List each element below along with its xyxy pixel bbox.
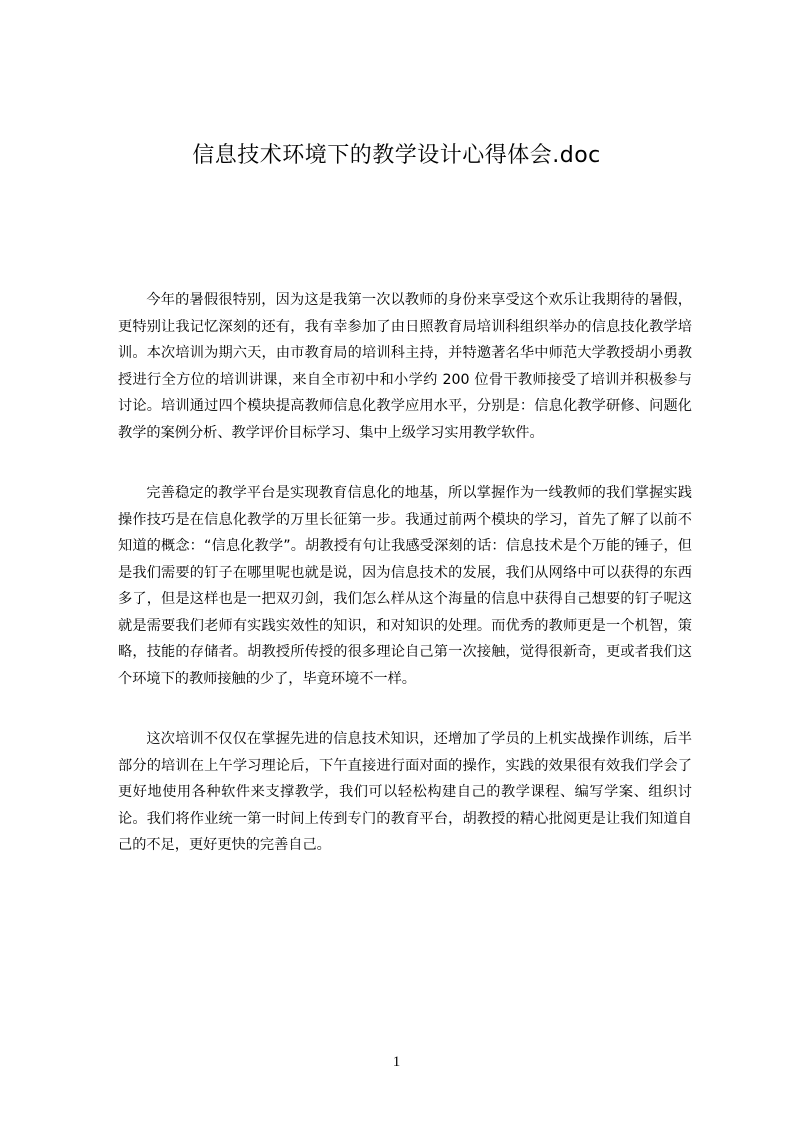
paragraph-3: 这次培训不仅仅在掌握先进的信息技术知识，还增加了学员的上机实战操作训练，后半部分的培训在上午学习理论后，下午直接进行面对面的操作，实践的效果很有效我们学会了更好地使用各种软件来支撑教学，我们可以轻松构建自己的教学课程、编写学案、组织讨论。我们将作业统一第一时间上传到专门的教育平台，胡教授的精心批阅更是让我们知道自己的不足，更好更快的完善自己。: [118, 731, 692, 853]
page-number: 1: [392, 1054, 401, 1070]
document-body: [118, 287, 692, 893]
document-title: 信息技术环境下的教学设计心得体会.doc: [192, 143, 601, 168]
paragraph-1: 今年的暑假很特别，因为这是我第一次以教师的身份来享受这个欢乐让我期待的暑假，更特别让我记忆深刻的还有，我有幸参加了由日照教育局培训科组织举办的信息技化教学培训。本次培训为期六天，由市教育局的培训科主持，并特邀著名华中师范大学教授胡小勇教授进行全方位的培训讲课，来自全市初中和小学约 200 位骨干教师接受了培训并积极参与讨论。培训通过四个模块提高教师信息化教学应用水平，分别是：信息化教学研修、问题化教学的案例分析、教学评价目标学习、集中上级学习实用教学软件。: [118, 292, 692, 441]
paragraph-2: 完善稳定的教学平台是实现教育信息化的地基，所以掌握作为一线教师的我们掌握实践操作技巧是在信息化教学的万里长征第一步。我通过前两个模块的学习，首先了解了以前不知道的概念：“信息化教学”。胡教授有句让我感受深刻的话：信息技术是个万能的锤子，但是我们需要的钉子在哪里呢也就是说，因为信息技术的发展，我们从网络中可以获得的东西多了，但是这样也是一把双刃剑，我们怎么样从这个海量的信息中获得自己想要的钉子呢这就是需要我们老师有实践实效性的知识，和对知识的处理。而优秀的教师更是一个机智，策略，技能的存储者。胡教授所传授的很多理论自己第一次接触，觉得很新奇，更或者我们这个环境下的教师接触的少了，毕竟环境不一样。: [118, 485, 692, 687]
